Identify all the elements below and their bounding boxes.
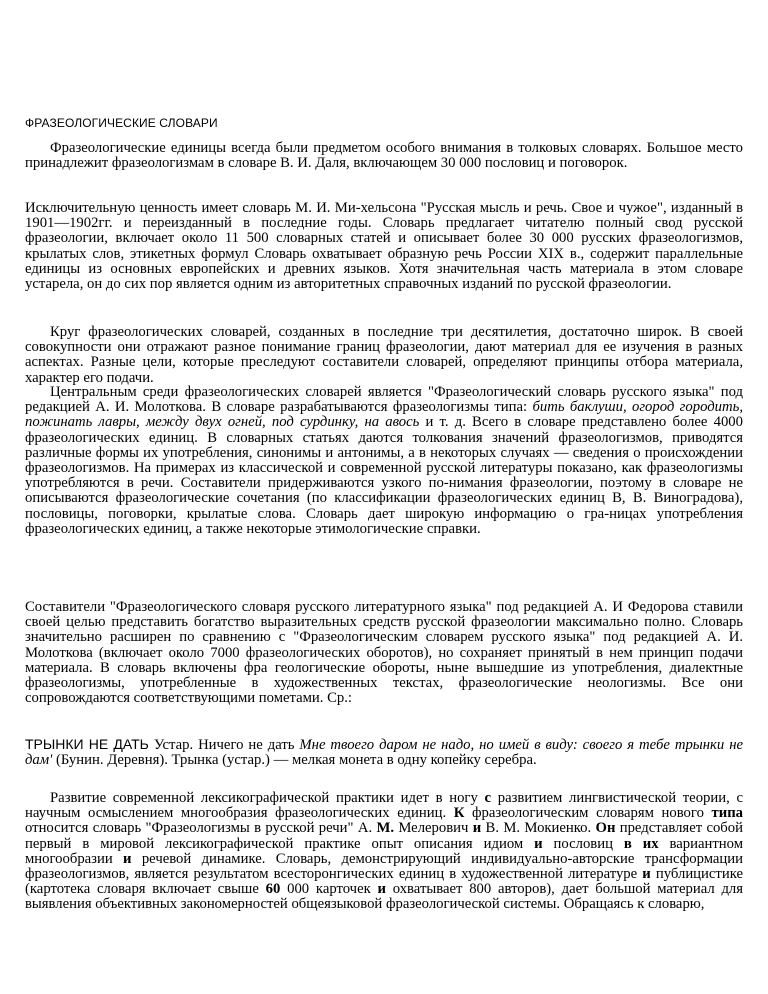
paragraph-4-text-a: Центральным среди фразеологических словарей является "Фразеологический словарь русского языка" под редакцией А. И. Молоткова. В словаре разрабатываются фразеологизмы типа: — [25, 384, 743, 416]
bold-word: и — [642, 866, 651, 883]
bold-word: в их — [623, 835, 659, 852]
paragraph-4 — [25, 385, 743, 537]
entry-mark: Устар. Ничего не дать — [148, 737, 300, 753]
paragraph-4-examples: бить баклуши, огород городить, пожинать лавры, между двух огней, под сурдинку, на авось — [25, 399, 743, 431]
paragraph-6: Развитие современной лексикографической практики идет в ногу с развитием лингвистической теории, с научным осмыслением многообразия фразеологических единиц. К фразеологическим словарям нового типа относится словарь "Фразеологизмы в русской речи" А. М. Мелерович и В. М. Мокиенко. Он представляет собой первый в мировой лексикографической практике опыт описания идиом и пословиц в их вариантном многообразии и речевой динамике. Словарь, демонстрирующий индивидуально-авторские трансформации фразеологизмов, является результатом всесторонгических единиц в художественной литературе и публицистике (картотека словаря включает свыше 60 000 карточек и охватывает 800 авторов), дает большой материал для выявления объективных закономерностей общеязыковой фразеологической системы. Обращаясь к словарю, — [25, 790, 744, 913]
bold-word: М. — [376, 820, 394, 837]
paragraph-1: Фразеологические единицы всегда были предметом особого внимания в толковых словарях. Большое место принадлежит фразеологизмам в словаре В. И. Даля, включающем 30 000 пословиц и поговорок. — [25, 140, 743, 172]
dictionary-entry-example — [25, 737, 743, 768]
paragraph-5: Составители "Фразеологического словаря русского литературного языка" под редакцией А. И Федорова ставили своей целью представить богатство выразительных средств русской фразеологии максимально полно. Словарь значительно расширен по сравнению с "Фразеологическим словарем русского языка" под редакцией А. И. Молоткова (включает около 7000 фразеологических оборотов), но сохраняет принятый в нем принцип подачи материала. В словарь включены фра геологические обороты, ныне вышедшие из употребления, диалектные фразеологизмы, употребленные в художественных текстах, фразеологические неологизмы. Все они сопровождаются соответствующими пометами. Ср.: — [25, 599, 743, 707]
bold-word: с — [484, 790, 492, 806]
bold-word: типа — [711, 805, 743, 822]
paragraph-3: Круг фразеологических словарей, созданных в последние три десятилетия, достаточно широк. В своей совокупности они отражают разное понимание границ фразеологии, дают материал для ее изучения в разных аспектах. Разные цели, которые преследуют составители словарей, определяют принципы отбора материала, характер его подачи. — [25, 324, 743, 386]
bold-word: К — [453, 805, 465, 822]
paragraph-4-text-b: и т. д. Всего в словаре представлено более 4000 фразеологических единиц. В словарных статьях даются толкования значений фразеологизмов, приводятся различные формы их употребления, синонимы и антонимы, а в некоторых случаях — сведения о происхождении фразеологизмов. На примерах из классической и современной русской литературы показано, как фразеологизмы употребляются в речи. Составители придерживаются узкого по-нимания фразеологии, поэтому в словаре не описываются фразеологические сочетания (по классификации фразеологических единиц В, В. Виноградова), пословицы, поговорки, крылатые слова. Словарь дает широкую информацию о гра-ницах употребления фразеологических единиц, а также некоторые этимологические справки. — [25, 414, 743, 537]
entry-rest: (Бунин. Деревня). Трынка (устар.) — мелкая монета в одну копейку серебра. — [52, 752, 537, 769]
entry-headword: ТРЫНКИ НЕ ДАТЬ — [25, 736, 149, 752]
bold-word: Он — [595, 820, 616, 837]
entry-quote: Мне твоего даром не надо, но имей в виду: своего я тебе трынки не дам' — [25, 737, 743, 769]
paragraph-2: Исключительную ценность имеет словарь М. И. Ми-хельсона "Русская мысль и речь. Свое и чужое", изданный в 1901—1902гг. и переизданный в последние годы. Словарь предлагает читателю полный свод русской фразеологии, включает около 11 500 словарных статей и описывает более 30 000 русских фразеологизмов, крылатых слов, этикетных формул Словарь охватывает образную речь России XIX в., содержит параллельные единицы из основных европейских и древних языков. Хотя значительная часть материала в этом словаре устарела, он до сих пор является одним из авторитетных справочных изданий по русской фразеологии. — [25, 200, 743, 293]
bold-word: и — [534, 835, 543, 852]
bold-word: и — [123, 850, 132, 867]
bold-word: и — [472, 820, 482, 837]
bold-word: 60 — [265, 881, 281, 898]
bold-word: и — [377, 881, 386, 898]
section-heading: ФРАЗЕОЛОГИЧЕСКИЕ СЛОВАРИ — [25, 116, 218, 130]
